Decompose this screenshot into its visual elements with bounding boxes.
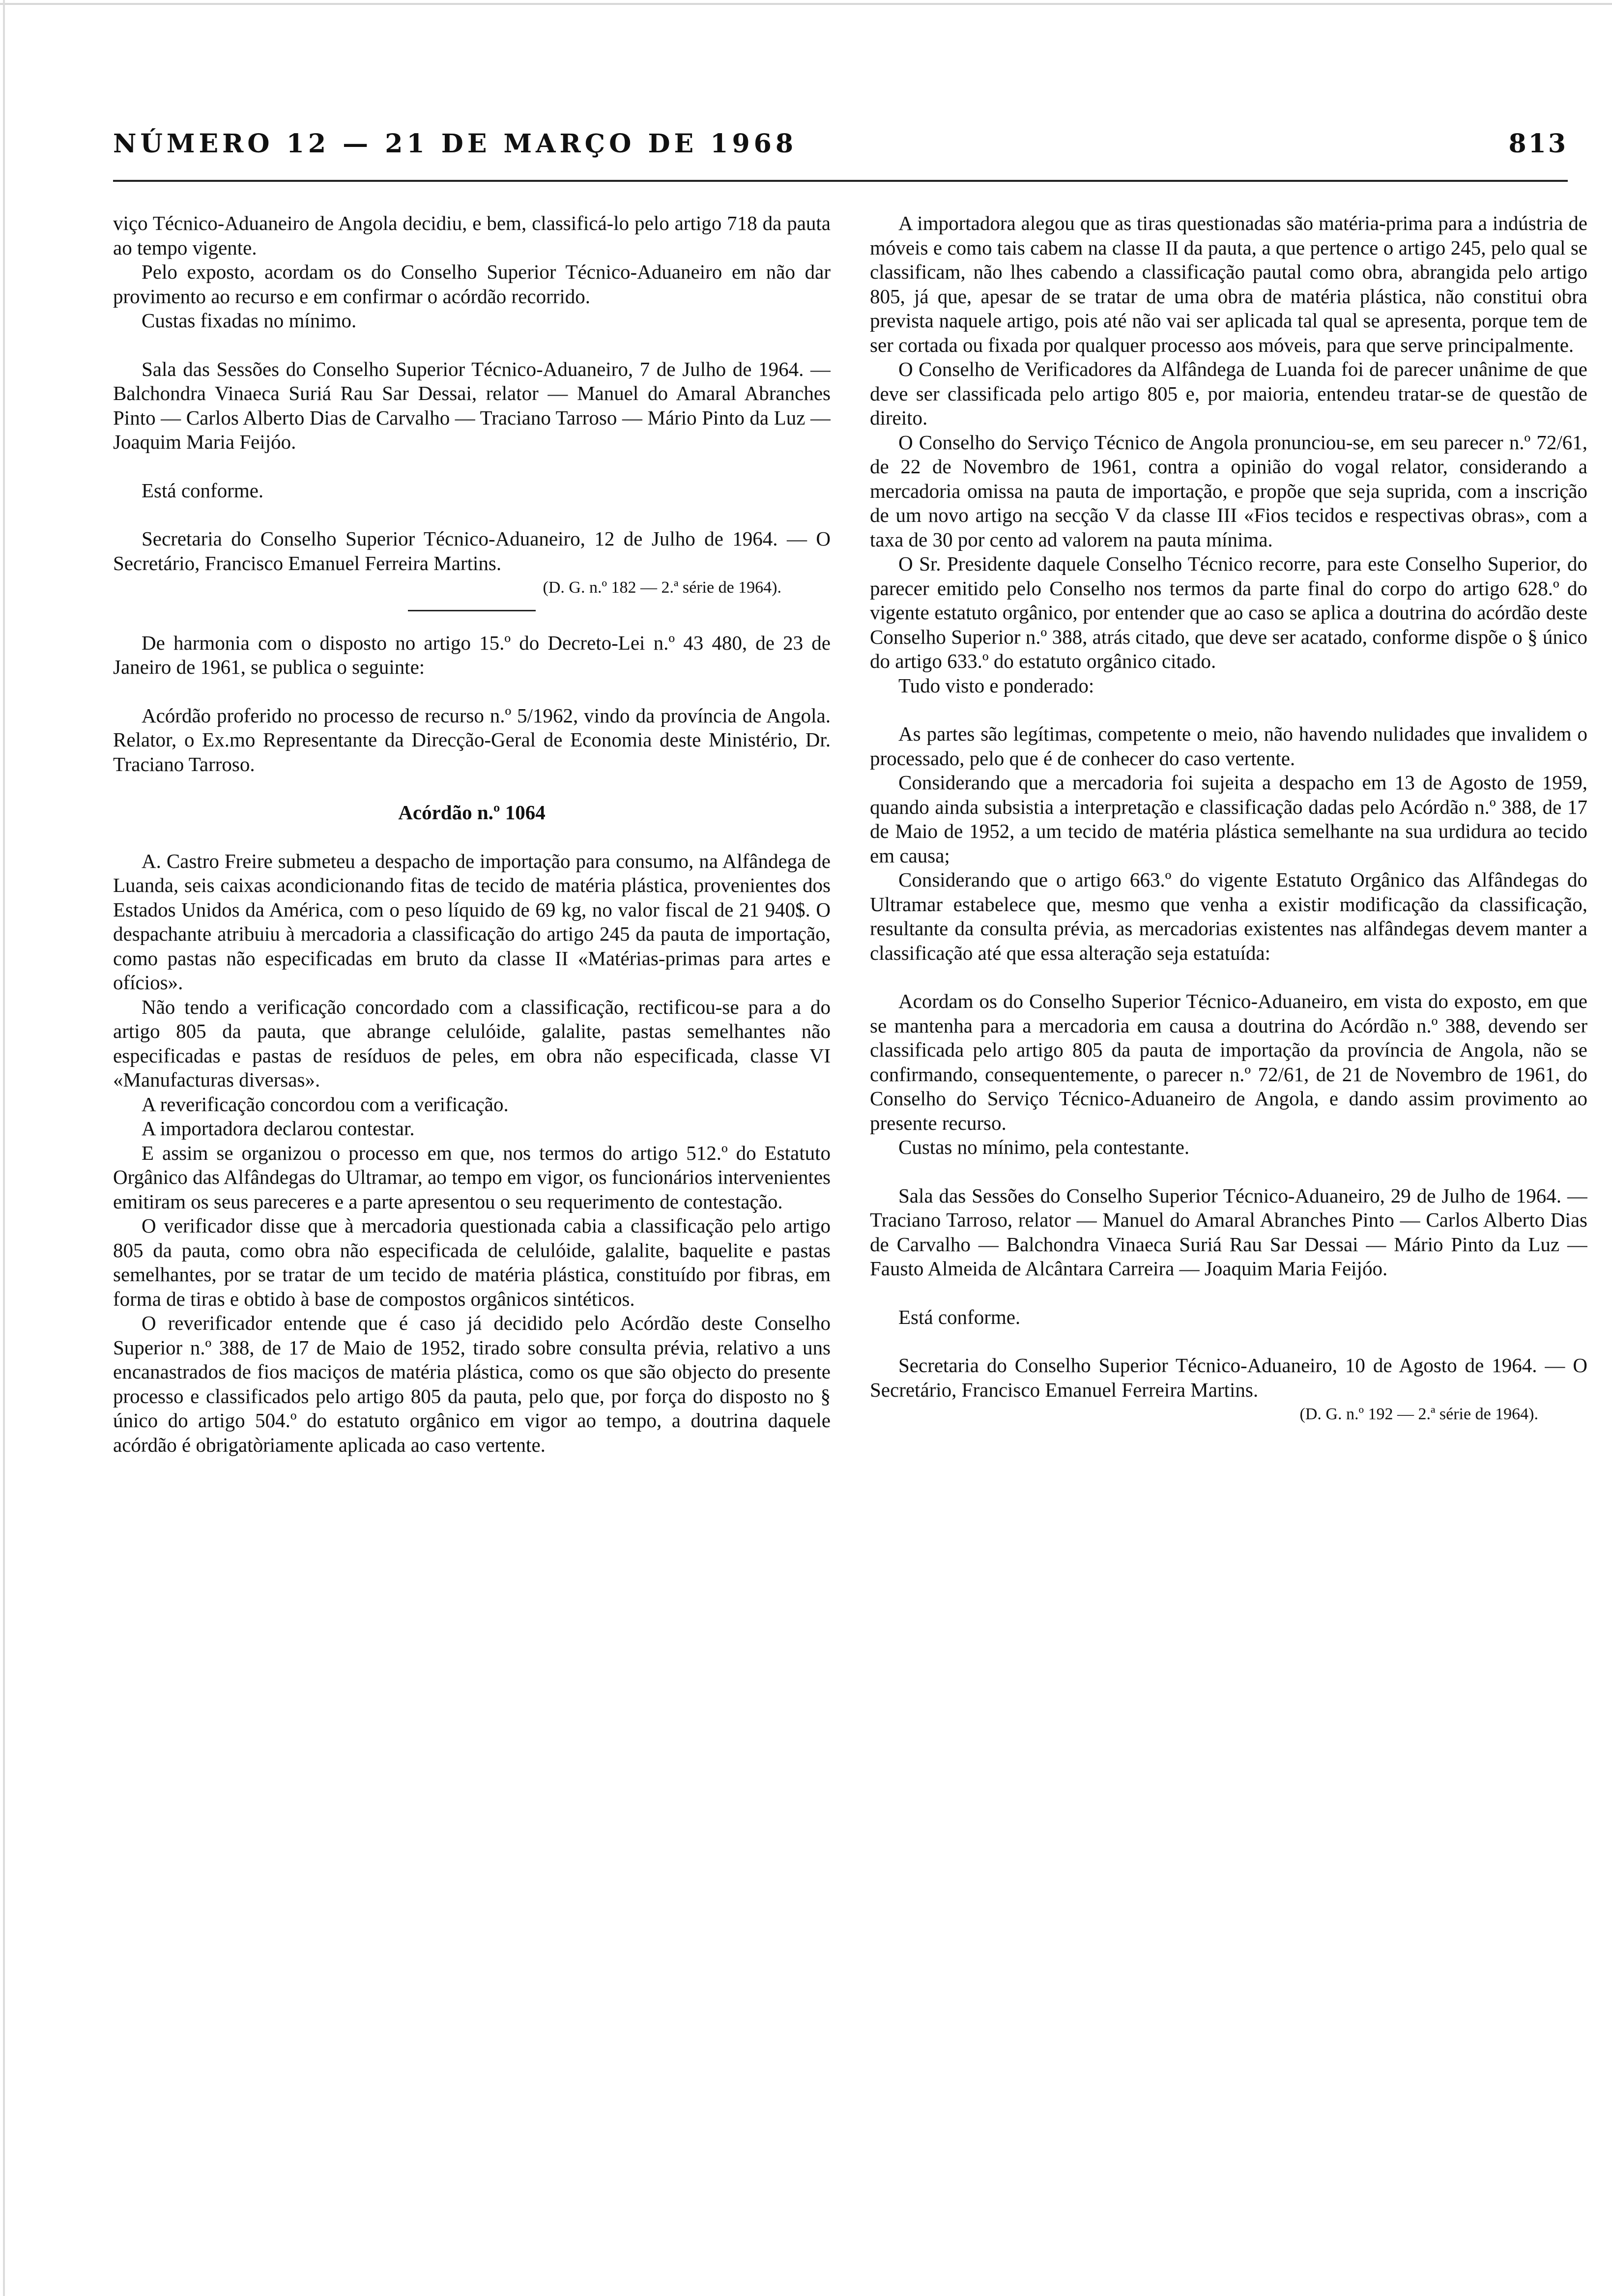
spacer: [870, 698, 1587, 722]
paragraph: A importadora declarou contestar.: [142, 1117, 415, 1140]
paragraph: Acordam os do Conselho Superior Técnico-Aduaneiro, em vista do exposto, em que se mantenha para a mercadoria em causa a doutrina do Acórdão n.º 388, devendo ser classificada pelo artigo 805 da pauta de importação da província de Angola, não se confirmando, consequentemente, o parecer n.º 72/61, de 21 de Novembro de 1961, do Conselho do Serviço Técnico-Aduaneiro de Angola, e dando assim provimento ao presente recurso.: [870, 990, 1587, 1134]
spacer: [870, 965, 1587, 989]
paragraph: Custas no mínimo, pela contestante.: [898, 1136, 1190, 1158]
paragraph: O verificador disse que à mercadoria questionada cabia a classificação pelo artigo 805 da pauta, como obra não especificada de celulóide, galalite, baquelite e pastas semelhantes, por se tratar de um tecido de matéria plástica, constituído por fibras, em forma de tiras e obtido à base de compostos orgânicos sintéticos.: [113, 1214, 831, 1310]
gazette-reference: (D. G. n.º 182 — 2.ª série de 1964).: [543, 578, 781, 597]
spacer: [113, 776, 831, 801]
header-issue-date: NÚMERO 12 — 21 DE MARÇO DE 1968: [113, 129, 798, 159]
paragraph: Considerando que a mercadoria foi sujeita a despacho em 13 de Agosto de 1959, quando ainda subsistia a interpretação e classificação dadas pelo Acórdão n.º 388, de 17 de Maio de 1952, a um tecido de matéria plástica semelhante na sua urdidura ao tecido em causa;: [870, 771, 1587, 867]
paragraph: A reverificação concordou com a verificação.: [142, 1092, 509, 1116]
right-column: [870, 211, 1587, 2251]
paragraph: Secretaria do Conselho Superior Técnico-Aduaneiro, 10 de Agosto de 1964. — O Secretário, Francisco Emanuel Ferreira Martins.: [870, 1354, 1587, 1401]
paragraph: De harmonia com o disposto no artigo 15.º do Decreto-Lei n.º 43 480, de 23 de Janeiro de 1961, se publica o seguinte:: [113, 631, 831, 678]
paragraph: Acórdão proferido no processo de recurso n.º 5/1962, vindo da província de Angola. Relator, o Ex.mo Representante da Direcção-Geral de Economia deste Ministério, Dr. Traciano Tarroso.: [113, 704, 831, 775]
paragraph: O Conselho do Serviço Técnico de Angola pronunciou-se, em seu parecer n.º 72/61, de 22 de Novembro de 1961, contra a opinião do vogal relator, considerando a mercadoria omissa na pauta de importação, e propõe que seja suprida, com a inscrição de um novo artigo na secção V da classe III «Fios tecidos e respectivas obras», com a taxa de 30 por cento ad valorem na pauta mínima.: [870, 430, 1587, 551]
spacer: [870, 1160, 1587, 1184]
scan-edge-top: [0, 3, 1612, 5]
paragraph: Secretaria do Conselho Superior Técnico-Aduaneiro, 12 de Julho de 1964. — O Secretário, Francisco Emanuel Ferreira Martins.: [113, 527, 831, 574]
paragraph: E assim se organizou o processo em que, nos termos do artigo 512.º do Estatuto Orgânico das Alfândegas do Ultramar, ao tempo em vigor, os funcionários intervenientes emitiram os seus pareceres e a parte apresentou o seu requerimento de contestação.: [113, 1141, 831, 1213]
spacer: [113, 680, 831, 704]
paragraph: viço Técnico-Aduaneiro de Angola decidiu, e bem, classificá-lo pelo artigo 718 da pauta ao tempo vigente.: [113, 212, 831, 259]
paragraph: Pelo exposto, acordam os do Conselho Superior Técnico-Aduaneiro em não dar provimento ao recurso e em confirmar o acórdão recorrido.: [113, 260, 831, 308]
spacer: [113, 455, 831, 479]
spacer: [870, 1281, 1587, 1305]
spacer: [113, 333, 831, 357]
paragraph: Está conforme.: [142, 479, 264, 502]
paragraph: O reverificador entende que é caso já decidido pelo Acórdão deste Conselho Superior n.º 388, de 17 de Maio de 1952, tirado sobre consulta prévia, relativo a uns encanastrados de fios maciços de matéria plástica, como os que são objecto do presente processo e classificados pelo artigo 805 da pauta, pelo que, por força do disposto no § único do artigo 504.º do estatuto orgânico em vigor ao tempo, a doutrina daquele acórdão é obrigatòriamente aplicada ao caso vertente.: [113, 1312, 831, 1456]
spacer: [870, 1329, 1587, 1353]
spacer: [113, 825, 831, 849]
gazette-reference: (D. G. n.º 192 — 2.ª série de 1964).: [1299, 1405, 1538, 1423]
spacer: [113, 503, 831, 527]
paragraph: O Sr. Presidente daquele Conselho Técnico recorre, para este Conselho Superior, do parecer emitido pelo Conselho nos termos da parte final do corpo do artigo 628.º do vigente estatuto orgânico, por entender que ao caso se aplica a doutrina do acórdão deste Conselho Superior n.º 388, atrás citado, que deve ser acatado, conforme dispõe o § único do artigo 633.º do estatuto orgânico citado.: [870, 552, 1587, 672]
scan-edge-left: [3, 0, 5, 2296]
page-header: [113, 129, 1568, 173]
paragraph: A. Castro Freire submeteu a despacho de importação para consumo, na Alfândega de Luanda, seis caixas acondicionando fitas de tecido de matéria plástica, provenientes dos Estados Unidos da América, com o peso líquido de 69 kg, no valor fiscal de 21 940$. O despachante atribuiu à mercadoria a classificação do artigo 245 da pauta de importação, como pastas não especificadas em bruto da classe II «Matérias-primas para artes e ofícios».: [113, 849, 831, 994]
paragraph: Está conforme.: [898, 1305, 1021, 1328]
signature-block: Sala das Sessões do Conselho Superior Técnico-Aduaneiro, 7 de Julho de 1964. — Balchondra Vinaeca Suriá Rau Sar Dessai, relator — Manuel do Amaral Abranches Pinto — Carlos Alberto Dias de Carvalho — Traciano Tarroso — Mário Pinto da Luz — Joaquim Maria Feijóo.: [113, 357, 831, 453]
paragraph: Custas fixadas no mínimo.: [142, 309, 357, 332]
paragraph: O Conselho de Verificadores da Alfândega de Luanda foi de parecer unânime de que deve ser classificada pelo artigo 805 e, por maioria, entendeu tratar-se de questão de direito.: [870, 358, 1587, 429]
left-column: [113, 211, 831, 2251]
paragraph: Não tendo a verificação concordado com a classificação, rectificou-se para a do artigo 805 da pauta, que abrange celulóide, galalite, pastas semelhantes não especificadas e pastas de resíduos de peles, em obra não especificada, classe VI «Manufacturas diversas».: [113, 995, 831, 1091]
paragraph: As partes são legítimas, competente o meio, não havendo nulidades que invalidem o processado, pelo que é de conhecer do caso vertente.: [870, 722, 1587, 770]
page-number: 813: [1508, 129, 1568, 159]
paragraph: Considerando que o artigo 663.º do vigente Estatuto Orgânico das Alfândegas do Ultramar estabelece que, mesmo que venha a existir modificação da classificação, resultante da consulta prévia, as mercadorias existentes nas alfândegas devem manter a classificação até que essa alteração seja estatuída:: [870, 868, 1587, 964]
signature-block: Sala das Sessões do Conselho Superior Técnico-Aduaneiro, 29 de Julho de 1964. — Traciano Tarroso, relator — Manuel do Amaral Abranches Pinto — Carlos Alberto Dias de Carvalho — Balchondra Vinaeca Suriá Rau Sar Dessai — Mário Pinto da Luz — Fausto Almeida de Alcântara Carreira — Joaquim Maria Feijóo.: [870, 1184, 1587, 1280]
header-rule: [113, 180, 1568, 182]
paragraph: Tudo visto e ponderado:: [898, 674, 1094, 697]
section-heading: Acórdão n.º 1064: [398, 801, 546, 824]
paragraph: A importadora alegou que as tiras questionadas são matéria-prima para a indústria de móveis e como tais cabem na classe II da pauta, a que pertence o artigo 245, pelo qual se classificam, não lhes cabendo a classificação pautal como obra, abrangida pelo artigo 805, já que, apesar de se tratar de uma obra de matéria plástica, não constitui obra prevista naquele artigo, pois até não vai ser aplicada tal qual se apresenta, porque tem de ser cortada ou fixada por qualquer processo aos móveis, para que serve principalmente.: [870, 212, 1587, 356]
section-separator: [408, 610, 536, 611]
